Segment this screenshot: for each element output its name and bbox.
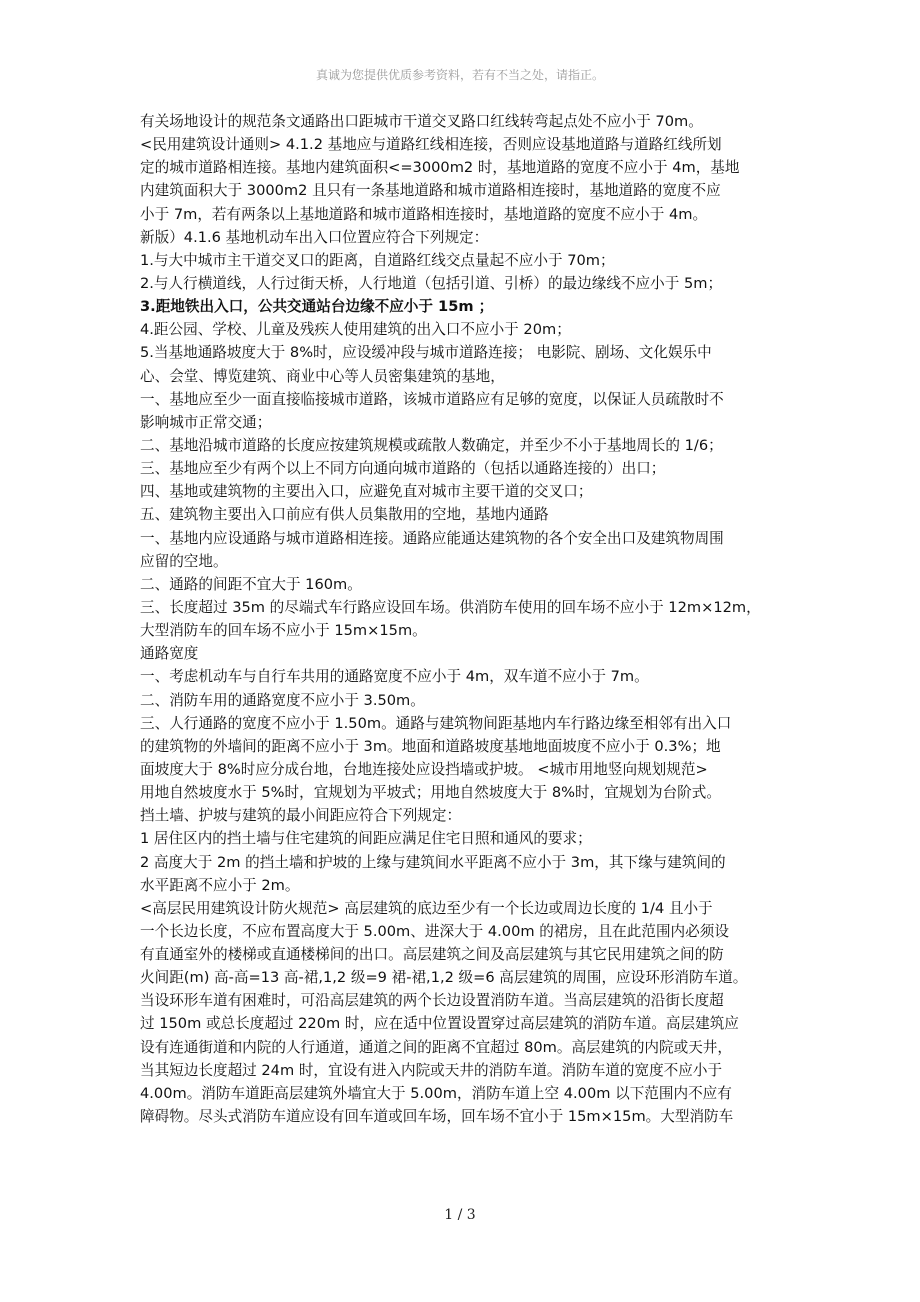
text-line: 心、会堂、博览建筑、商业中心等人员密集建筑的基地， bbox=[140, 367, 505, 385]
text-line: 5.当基地通路坡度大于 8%时，应设缓冲段与城市道路连接； 电影院、剧场、文化娱乐中 bbox=[140, 344, 712, 362]
text-line: 三、人行通路的宽度不应小于 1.50m。通路与建筑物间距基地内车行路边缘至相邻有出入口 bbox=[140, 714, 732, 732]
text-line: 一、考虑机动车与自行车共用的通路宽度不应小于 4m，双车道不应小于 7m。 bbox=[140, 668, 649, 686]
text-line: 三、长度超过 35m 的尽端式车行路应设回车场。供消防车使用的回车场不应小于 12m×12m， bbox=[140, 598, 761, 616]
document-body bbox=[140, 110, 800, 1128]
text-line: 过 150m 或总长度超过 220m 时，应在适中位置设置穿过高层建筑的消防车道。高层建筑应 bbox=[140, 1015, 739, 1033]
text-line: <高层民用建筑设计防火规范> 高层建筑的底边至少有一个长边或周边长度的 1/4 且小于 bbox=[140, 899, 713, 917]
page-number: 1 / 3 bbox=[444, 1207, 476, 1223]
text-line: 障碍物。尽头式消防车道应设有回车道或回车场，回车场不宜小于 15m×15m。大型消防车 bbox=[140, 1108, 734, 1126]
text-line: 设有连通街道和内院的人行通道，通道之间的距离不宜超过 80m。高层建筑的内院或天井， bbox=[140, 1038, 732, 1056]
text-line: 1.与大中城市主干道交叉口的距离，自道路红线交点量起不应小于 70m； bbox=[140, 251, 615, 269]
text-line: 的建筑物的外墙间的距离不应小于 3m。地面和道路坡度基地地面坡度不应小于 0.3%；地 bbox=[140, 737, 721, 755]
text-line: 一、基地应至少一面直接临接城市道路，该城市道路应有足够的宽度，以保证人员疏散时不 bbox=[140, 390, 724, 408]
text-line: 当设环形车道有困难时，可沿高层建筑的两个长边设置消防车道。当高层建筑的沿街长度超 bbox=[140, 992, 724, 1010]
text-line: 定的城市道路相连接。基地内建筑面积<=3000m2 时，基地道路的宽度不应小于 4m，基地 bbox=[140, 159, 740, 177]
page-header-note: 真诚为您提供优质参考资料，若有不当之处，请指正。 bbox=[315, 68, 604, 82]
text-line: 内建筑面积大于 3000m2 且只有一条基地道路和城市道路相连接时，基地道路的宽度不应 bbox=[140, 182, 721, 200]
text-line: 有直通室外的楼梯或直通楼梯间的出口。高层建筑之间及高层建筑与其它民用建筑之间的防 bbox=[140, 946, 724, 964]
text-line: 水平距离不应小于 2m。 bbox=[140, 876, 300, 894]
text-line: 四、基地或建筑物的主要出入口，应避免直对城市主要干道的交叉口； bbox=[140, 483, 593, 501]
text-line: 小于 7m，若有两条以上基地道路和城市道路相连接时，基地道路的宽度不应小于 4m。 bbox=[140, 205, 708, 223]
text-line: 一、基地内应设通路与城市道路相连接。通路应能通达建筑物的各个安全出口及建筑物周围 bbox=[140, 529, 724, 547]
text-line: 4.距公园、学校、儿童及残疾人使用建筑的出入口不应小于 20m； bbox=[140, 321, 571, 339]
text-line: 火间距(m) 高-高=13 高-裙,1,2 级=9 裙-裙,1,2 级=6 高层建筑的周围，应设环形消防车道。 bbox=[140, 969, 748, 987]
text-line: <民用建筑设计通则> 4.1.2 基地应与道路红线相连接，否则应设基地道路与道路红线所划 bbox=[140, 136, 722, 154]
text-line: 二、通路的间距不宜大于 160m。 bbox=[140, 575, 362, 593]
text-line: 新版）4.1.6 基地机动车出入口位置应符合下列规定： bbox=[140, 228, 489, 246]
text-line: 三、基地应至少有两个以上不同方向通向城市道路的（包括以通路连接的）出口； bbox=[140, 460, 666, 478]
text-line: 3.距地铁出入口，公共交通站台边缘不应小于 15m ； bbox=[140, 298, 494, 316]
text-line: 大型消防车的回车场不应小于 15m×15m。 bbox=[140, 622, 427, 640]
text-line: 影响城市正常交通； bbox=[140, 413, 272, 431]
text-line: 用地自然坡度水于 5%时，宜规划为平坡式；用地自然坡度大于 8%时，宜规划为台阶式。 bbox=[140, 784, 721, 802]
text-line: 1 居住区内的挡土墙与住宅建筑的间距应满足住宅日照和通风的要求； bbox=[140, 830, 592, 848]
text-line: 挡土墙、护坡与建筑的最小间距应符合下列规定： bbox=[140, 807, 462, 825]
text-line: 一个长边长度，不应布置高度大于 5.00m、进深大于 4.00m 的裙房，且在此范围内必须设 bbox=[140, 922, 729, 940]
text-line: 二、消防车用的通路宽度不应小于 3.50m。 bbox=[140, 691, 425, 709]
text-line: 二、基地沿城市道路的长度应按建筑规模或疏散人数确定，并至少不小于基地周长的 1/6； bbox=[140, 436, 723, 454]
text-line: 2 高度大于 2m 的挡土墙和护坡的上缘与建筑间水平距离不应小于 3m，其下缘与建筑间的 bbox=[140, 853, 726, 871]
text-line: 有关场地设计的规范条文通路出口距城市干道交叉路口红线转弯起点处不应小于 70m。 bbox=[140, 113, 703, 130]
text-line: 应留的空地。 bbox=[140, 552, 228, 570]
text-line: 4.00m。消防车道距高层建筑外墙宜大于 5.00m，消防车道上空 4.00m 以下范围内不应有 bbox=[140, 1084, 732, 1102]
text-line: 当其短边长度超过 24m 时，宜设有进入内院或天井的消防车道。消防车道的宽度不应小于 bbox=[140, 1061, 723, 1079]
text-line: 通路宽度 bbox=[140, 645, 199, 663]
text-line: 面坡度大于 8%时应分成台地，台地连接处应设挡墙或护坡。 <城市用地竖向规划规范> bbox=[140, 760, 708, 778]
text-line: 2.与人行横道线，人行过街天桥，人行地道（包括引道、引桥）的最边缘线不应小于 5m； bbox=[140, 274, 723, 292]
text-line: 五、建筑物主要出入口前应有供人员集散用的空地，基地内通路 bbox=[140, 506, 549, 524]
